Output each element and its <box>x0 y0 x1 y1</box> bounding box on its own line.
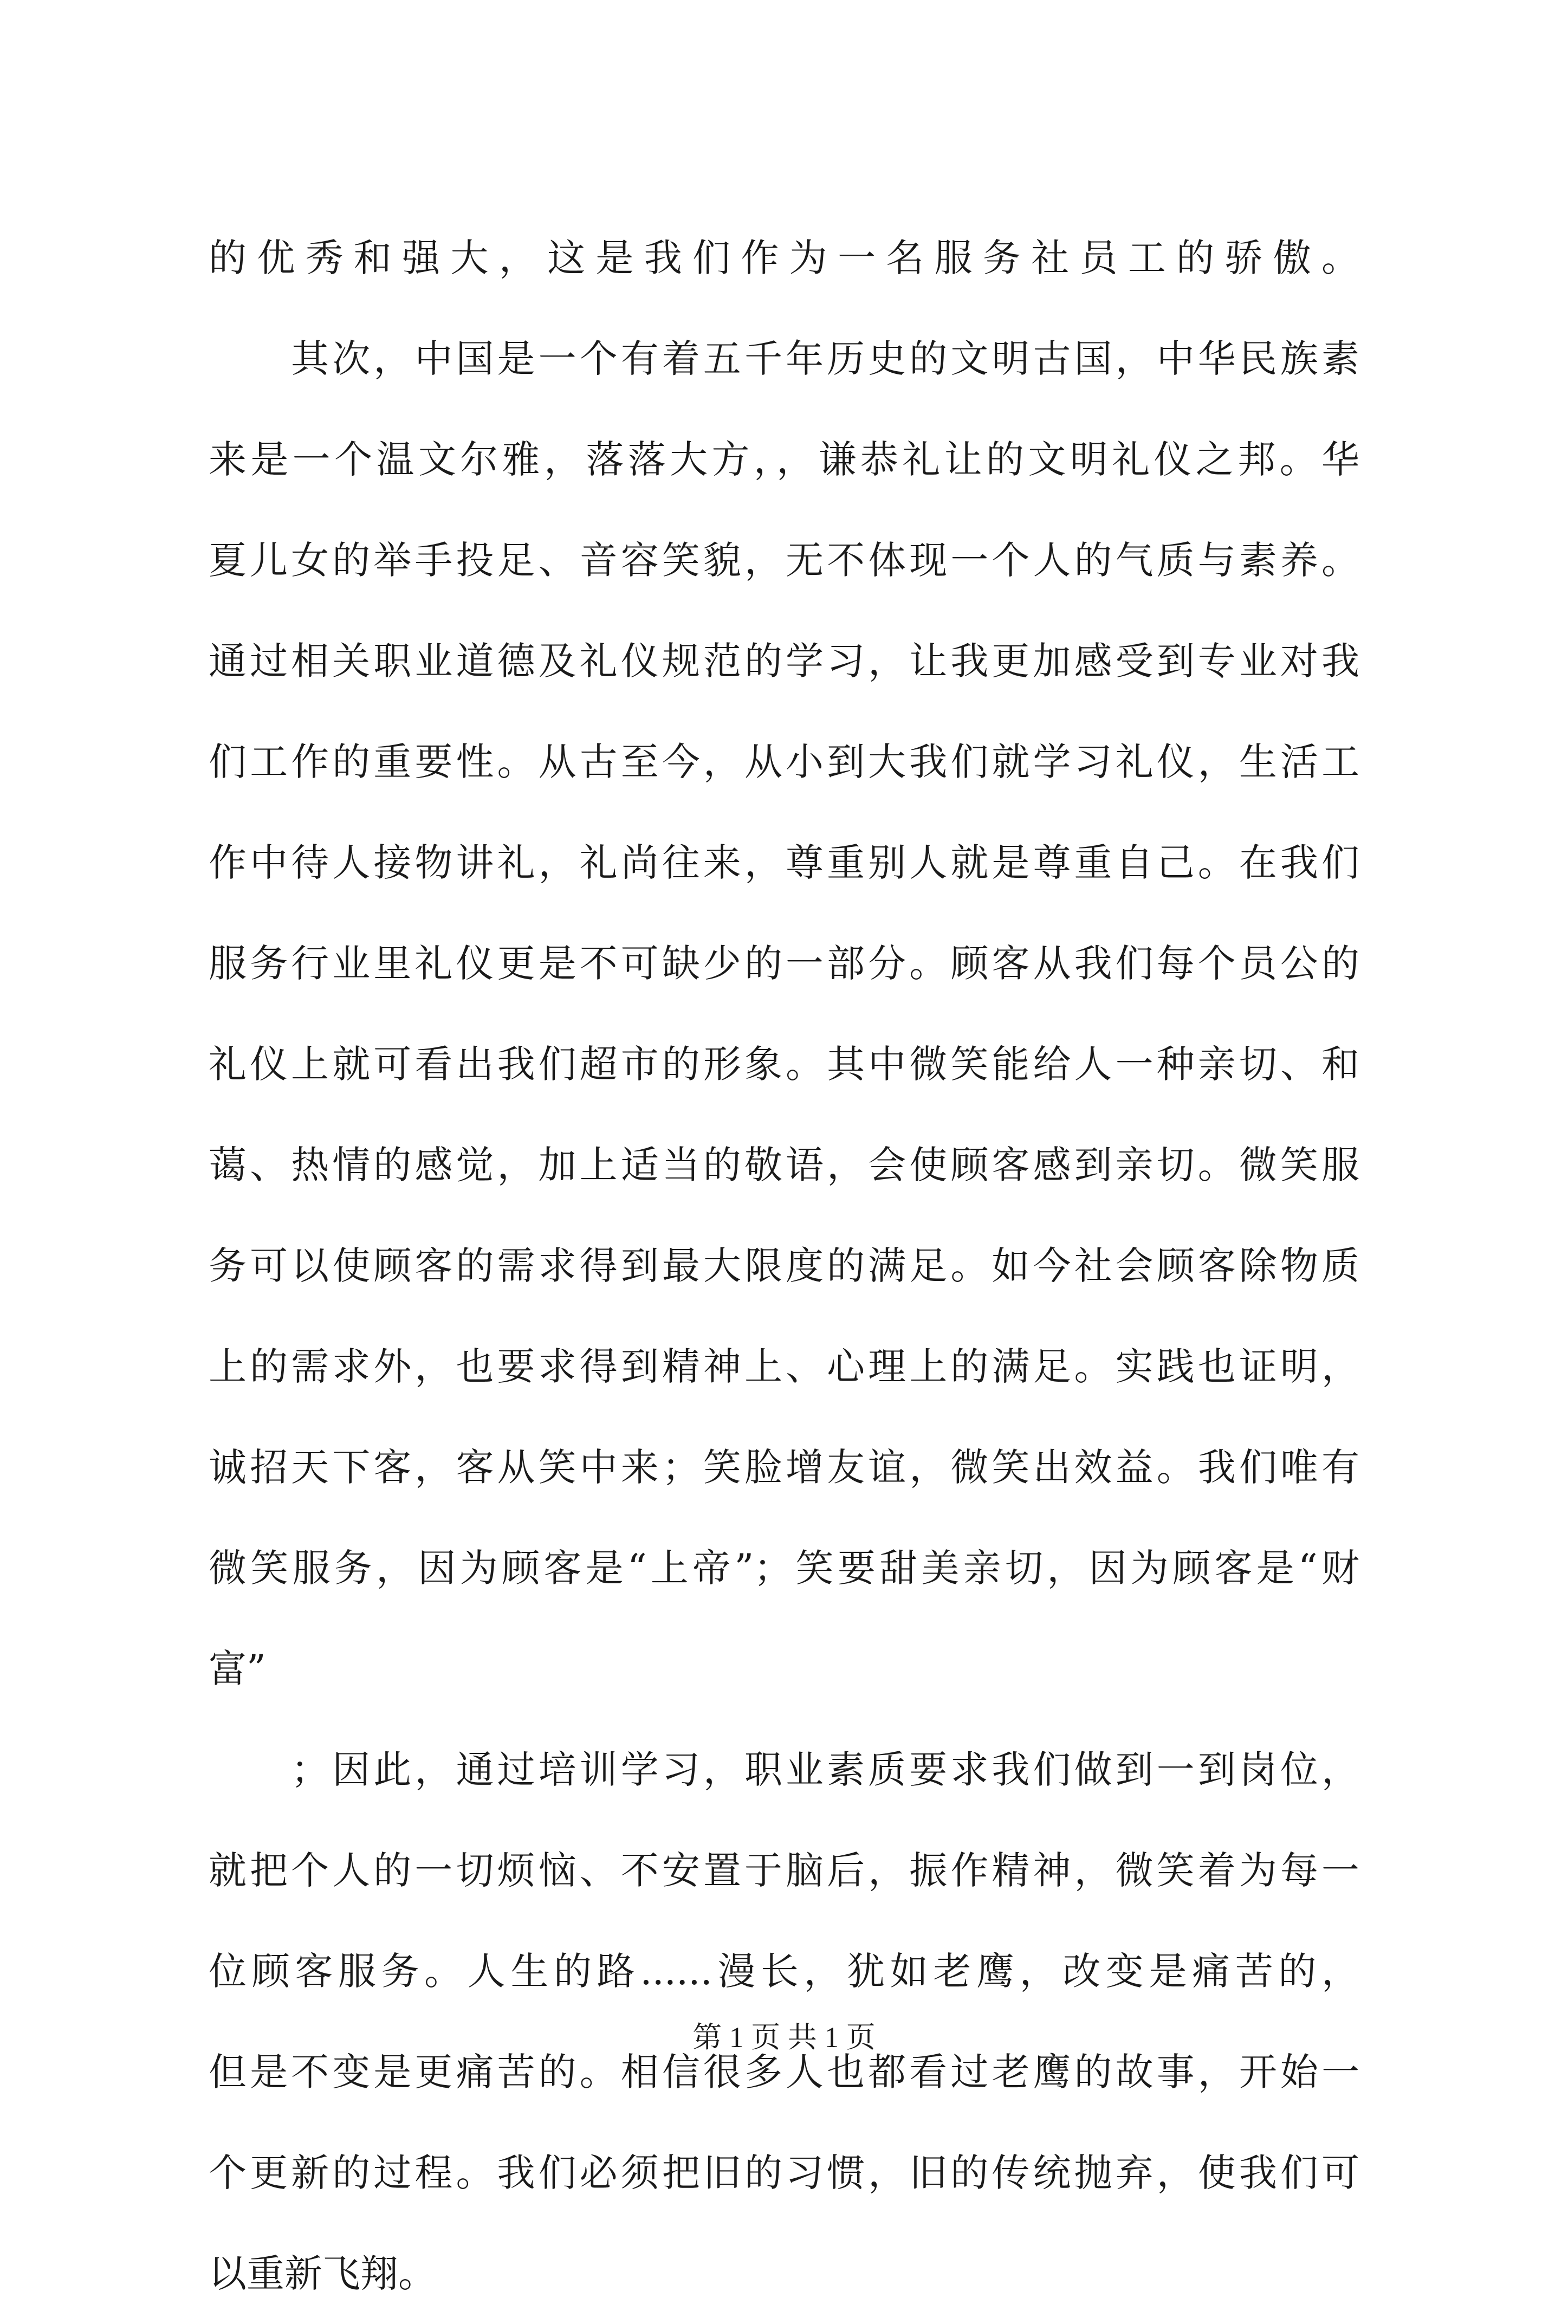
text-line: 以重新飞翔。 <box>209 2251 436 2296</box>
text-line: 务可以使顾客的需求得到最大限度的满足。如今社会顾客除物质 <box>209 1244 1359 1288</box>
text-line: 位顾客服务。人生的路......漫长，犹如老鹰，改变是痛苦的， <box>209 1949 1359 1993</box>
text-line: 微笑服务，因为顾客是“上帝”；笑要甜美亲切，因为顾客是“财 <box>209 1546 1359 1590</box>
body-text <box>209 208 1359 2324</box>
text-line: 个更新的过程。我们必须把旧的习惯，旧的传统抛弃，使我们可 <box>209 2151 1359 2195</box>
text-line: ；因此，通过培训学习，职业素质要求我们做到一到岗位， <box>209 1747 1359 1792</box>
text-line: 就把个人的一切烦恼、不安置于脑后，振作精神，微笑着为每一 <box>209 1848 1359 1893</box>
text-line: 上的需求外，也要求得到精神上、心理上的满足。实践也证明， <box>209 1344 1359 1389</box>
text-line: 但是不变是更痛苦的。相信很多人也都看过老鹰的故事，开始一 <box>209 2050 1359 2094</box>
text-line: 作中待人接物讲礼，礼尚往来，尊重别人就是尊重自己。在我们 <box>209 840 1359 885</box>
text-line: 礼仪上就可看出我们超市的形象。其中微笑能给人一种亲切、和 <box>209 1042 1359 1086</box>
text-line: 夏儿女的举手投足、音容笑貌，无不体现一个人的气质与素养。 <box>209 538 1359 582</box>
text-line: 富” <box>209 1647 266 1691</box>
text-line: 的优秀和强大，这是我们作为一名服务社员工的骄傲。 <box>209 236 1359 280</box>
text-line: 其次，中国是一个有着五千年历史的文明古国，中华民族素 <box>209 336 1359 381</box>
text-line: 来是一个温文尔雅，落落大方，，谦恭礼让的文明礼仪之邦。华 <box>209 437 1359 482</box>
text-line: 们工作的重要性。从古至今，从小到大我们就学习礼仪，生活工 <box>209 740 1359 784</box>
text-line: 蔼、热情的感觉，加上适当的敬语，会使顾客感到亲切。微笑服 <box>209 1143 1359 1187</box>
page-footer <box>0 2016 1568 2059</box>
page-number-label: 第 1 页 共 1 页 <box>692 2021 876 2054</box>
text-line: 诚招天下客，客从笑中来；笑脸增友谊，微笑出效益。我们唯有 <box>209 1445 1359 1490</box>
text-line: 通过相关职业道德及礼仪规范的学习，让我更加感受到专业对我 <box>209 639 1359 683</box>
text-line: 服务行业里礼仪更是不可缺少的一部分。顾客从我们每个员公的 <box>209 941 1359 986</box>
